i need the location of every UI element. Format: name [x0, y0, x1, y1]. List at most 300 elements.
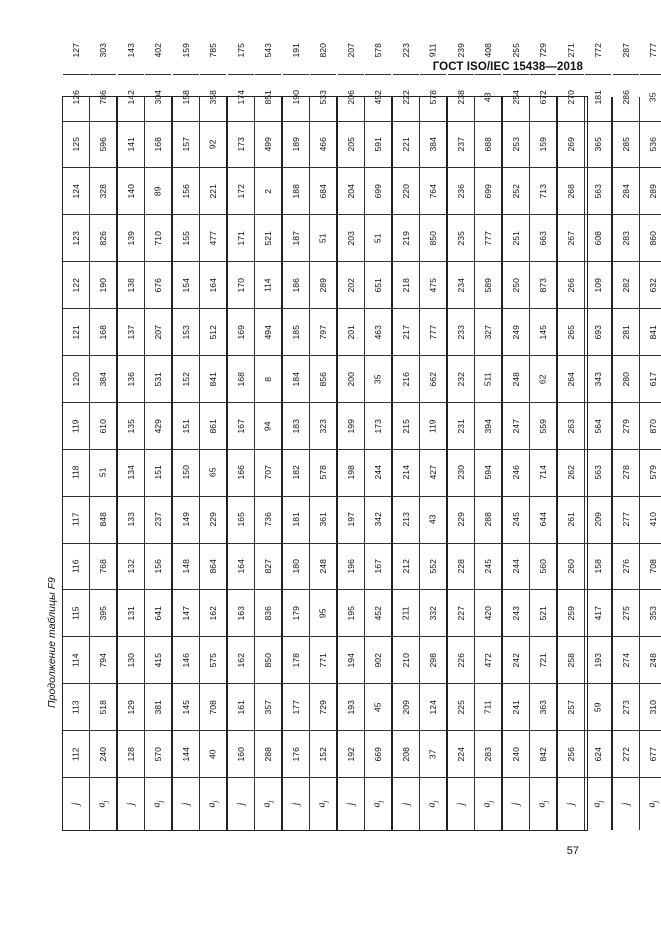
table-cell: 575: [200, 636, 226, 683]
table-cell: 304: [145, 74, 171, 121]
table-cell: 708: [640, 543, 661, 590]
table-cell: 242: [503, 636, 529, 683]
table-cell: 289: [310, 261, 336, 308]
table-cell: 118: [63, 449, 89, 496]
table-cell: 257: [558, 683, 584, 730]
table-group: [171, 43, 226, 830]
table-cell: 196: [338, 543, 364, 590]
table-cell: 282: [613, 261, 639, 308]
table-cell: 123: [63, 214, 89, 261]
table-cell: 266: [558, 261, 584, 308]
table-cell: 225: [448, 683, 474, 730]
table-cell: 699: [475, 167, 501, 214]
table-cell: 173: [228, 121, 254, 168]
table-cell: 394: [475, 402, 501, 449]
table-cell: 246: [503, 449, 529, 496]
table-cell: 820: [317, 43, 328, 58]
table-cell: 230: [448, 449, 474, 496]
table-cell: 463: [365, 308, 391, 355]
table-cell: 420: [475, 589, 501, 636]
value-column: [309, 43, 336, 830]
table-cell: 168: [90, 308, 116, 355]
table-cell: 131: [118, 589, 144, 636]
table-cell: 543: [262, 43, 273, 58]
page-header: ГОСТ ISO/IEC 15438—2018: [432, 61, 583, 73]
table-cell: 415: [145, 636, 171, 683]
table-cell: 207: [345, 43, 356, 58]
table-cell: 199: [338, 402, 364, 449]
table-cell: 280: [613, 355, 639, 402]
value-header-cell: $a_j$: [90, 777, 116, 830]
table-group: [336, 43, 391, 830]
index-header-cell: j: [118, 777, 144, 830]
table-cell: 499: [255, 121, 281, 168]
table-cell: 214: [393, 449, 419, 496]
table-cell: 172: [228, 167, 254, 214]
table-cell: 145: [173, 683, 199, 730]
table-cell: 911: [427, 43, 438, 58]
table-cell: 221: [200, 167, 226, 214]
table-cell: 303: [97, 43, 108, 58]
table-cell: 124: [63, 167, 89, 214]
index-header-cell: j: [558, 777, 584, 830]
table-cell: 188: [283, 167, 309, 214]
index-column: [393, 43, 419, 830]
table-cell: 158: [173, 74, 199, 121]
value-header-cell: $a_j$: [640, 777, 661, 830]
table-cell: 229: [200, 496, 226, 543]
table-cell: 729: [537, 43, 548, 58]
table-group: [611, 43, 661, 830]
table-cell: 395: [90, 589, 116, 636]
table-cell: 233: [448, 308, 474, 355]
table-cell: 253: [503, 121, 529, 168]
value-header-cell: $a_j$: [365, 777, 391, 830]
value-header-cell: $a_j$: [475, 777, 501, 830]
table-group: [226, 43, 281, 830]
table-cell: 193: [338, 683, 364, 730]
table-cell: 237: [448, 121, 474, 168]
table-cell: 699: [365, 167, 391, 214]
table-cell: 736: [255, 496, 281, 543]
table-cell: 850: [420, 214, 446, 261]
table-cell: 245: [475, 543, 501, 590]
table-cell: 195: [338, 589, 364, 636]
table-cell: 45: [365, 683, 391, 730]
table-cell: 179: [283, 589, 309, 636]
table-cell: 191: [290, 43, 301, 58]
table-cell: 410: [640, 496, 661, 543]
table-cell: 228: [448, 543, 474, 590]
table-cell: 137: [118, 308, 144, 355]
table-cell: 860: [640, 214, 661, 261]
table-cell: 244: [365, 449, 391, 496]
table-cell: 177: [283, 683, 309, 730]
table-cell: 237: [145, 496, 171, 543]
table-cell: 51: [365, 214, 391, 261]
table-cell: 786: [90, 74, 116, 121]
table-cell: 343: [585, 355, 611, 402]
table-cell: 175: [235, 43, 246, 58]
index-column: [118, 43, 144, 830]
table-cell: 608: [585, 214, 611, 261]
table-cell: 287: [620, 43, 631, 58]
index-column: [283, 43, 309, 830]
table-cell: 249: [503, 308, 529, 355]
table-cell: 43: [475, 74, 501, 121]
table-cell: 212: [393, 543, 419, 590]
table-cell: 286: [613, 74, 639, 121]
table-cell: 157: [173, 121, 199, 168]
value-header-cell: $a_j$: [255, 777, 281, 830]
table-cell: 220: [393, 167, 419, 214]
table-cell: 192: [338, 730, 364, 777]
value-column: [584, 43, 611, 830]
table-cell: 152: [310, 730, 336, 777]
table-cell: 676: [145, 261, 171, 308]
table-cell: 127: [70, 43, 81, 58]
table-cell: 693: [585, 308, 611, 355]
table-cell: 729: [310, 683, 336, 730]
table-cell: 144: [173, 730, 199, 777]
table-cell: 250: [503, 261, 529, 308]
table-cell: 271: [565, 43, 576, 58]
table-cell: 365: [585, 121, 611, 168]
table-cell: 255: [510, 43, 521, 58]
table-cell: 119: [63, 402, 89, 449]
table-cell: 552: [420, 543, 446, 590]
table-group: [391, 43, 446, 830]
index-header-cell: j: [338, 777, 364, 830]
table-cell: 247: [503, 402, 529, 449]
table-group: [116, 43, 171, 830]
index-header-cell: j: [283, 777, 309, 830]
table-cell: 785: [207, 43, 218, 58]
index-column: [448, 43, 474, 830]
index-column: [63, 43, 89, 830]
table-cell: 132: [118, 543, 144, 590]
table-cell: 559: [530, 402, 556, 449]
value-column: [419, 43, 446, 830]
table-cell: 270: [558, 74, 584, 121]
table-cell: 777: [647, 43, 658, 58]
table-cell: 138: [118, 261, 144, 308]
table-cell: 224: [448, 730, 474, 777]
table-cell: 184: [283, 355, 309, 402]
table-cell: 124: [420, 683, 446, 730]
value-header-cell: $a_j$: [530, 777, 556, 830]
table-cell: 164: [228, 543, 254, 590]
table-cell: 209: [393, 683, 419, 730]
table-cell: 283: [475, 730, 501, 777]
table-cell: 651: [365, 261, 391, 308]
table-cell: 591: [365, 121, 391, 168]
table-cell: 323: [310, 402, 336, 449]
table-cell: 429: [145, 402, 171, 449]
table-cell: 95: [310, 589, 336, 636]
value-header-cell: $a_j$: [310, 777, 336, 830]
table-cell: 873: [530, 261, 556, 308]
table-cell: 141: [118, 121, 144, 168]
table-cell: 190: [90, 261, 116, 308]
table-cell: 209: [585, 496, 611, 543]
table-cell: 147: [173, 589, 199, 636]
table-cell: 146: [173, 636, 199, 683]
table-cell: 162: [200, 589, 226, 636]
table-cell: 51: [90, 449, 116, 496]
table-cell: 264: [558, 355, 584, 402]
table-cell: 170: [228, 261, 254, 308]
table-cell: 113: [63, 683, 89, 730]
table-cell: 269: [558, 121, 584, 168]
table-cell: 358: [200, 74, 226, 121]
table-cell: 145: [530, 308, 556, 355]
table-cell: 563: [585, 449, 611, 496]
table-cell: 721: [530, 636, 556, 683]
table-cell: 578: [372, 43, 383, 58]
table-cell: 150: [173, 449, 199, 496]
table-group: [281, 43, 336, 830]
table-cell: 219: [393, 214, 419, 261]
table-cell: 135: [118, 402, 144, 449]
table-cell: 174: [228, 74, 254, 121]
table-cell: 384: [90, 355, 116, 402]
table-cell: 617: [640, 355, 661, 402]
table-cell: 494: [255, 308, 281, 355]
table-cell: 777: [475, 214, 501, 261]
table-cell: 217: [393, 308, 419, 355]
table-cell: 353: [640, 589, 661, 636]
table-cell: 176: [283, 730, 309, 777]
table-cell: 149: [173, 496, 199, 543]
table-cell: 536: [640, 121, 661, 168]
table-cell: 207: [145, 308, 171, 355]
table-cell: 51: [310, 214, 336, 261]
table-cell: 229: [448, 496, 474, 543]
table-cell: 134: [118, 449, 144, 496]
table-cell: 215: [393, 402, 419, 449]
index-header-cell: j: [173, 777, 199, 830]
table-cell: 194: [338, 636, 364, 683]
index-column: [338, 43, 364, 830]
table-cell: 94: [255, 402, 281, 449]
table-cell: 284: [613, 167, 639, 214]
table-cell: 181: [585, 74, 611, 121]
table-cell: 114: [63, 636, 89, 683]
table-cell: 772: [592, 43, 603, 58]
table-cell: 204: [338, 167, 364, 214]
table-cell: 644: [530, 496, 556, 543]
table-cell: 109: [585, 261, 611, 308]
table-cell: 160: [228, 730, 254, 777]
table-cell: 794: [90, 636, 116, 683]
table-cell: 136: [118, 355, 144, 402]
table-cell: 273: [613, 683, 639, 730]
index-column: [558, 43, 584, 830]
table-cell: 187: [283, 214, 309, 261]
table-cell: 40: [200, 730, 226, 777]
table-cell: 384: [420, 121, 446, 168]
index-header-cell: j: [448, 777, 474, 830]
table-cell: 841: [640, 308, 661, 355]
table-cell: 256: [558, 730, 584, 777]
table-cell: 579: [640, 449, 661, 496]
table-cell: 856: [310, 355, 336, 402]
table-cell: 594: [475, 449, 501, 496]
table-cell: 2: [255, 167, 281, 214]
table-cell: 151: [173, 402, 199, 449]
table-cell: 283: [613, 214, 639, 261]
table-cell: 361: [310, 496, 336, 543]
table-cell: 261: [558, 496, 584, 543]
table-cell: 198: [338, 449, 364, 496]
table-cell: 531: [145, 355, 171, 402]
table-cell: 472: [475, 636, 501, 683]
table-cell: 578: [310, 449, 336, 496]
table-cell: 205: [338, 121, 364, 168]
table-cell: 288: [475, 496, 501, 543]
value-header-cell: $a_j$: [585, 777, 611, 830]
table-cell: 596: [90, 121, 116, 168]
table-cell: 208: [393, 730, 419, 777]
value-column: [199, 43, 226, 830]
table-cell: 254: [503, 74, 529, 121]
table-cell: 203: [338, 214, 364, 261]
table-cell: 289: [640, 167, 661, 214]
table-cell: 902: [365, 636, 391, 683]
table-cell: 477: [200, 214, 226, 261]
table-cell: 213: [393, 496, 419, 543]
table-cell: 521: [255, 214, 281, 261]
table-cell: 239: [455, 43, 466, 58]
table-cell: 240: [90, 730, 116, 777]
table-cell: 632: [640, 261, 661, 308]
table-group: [556, 43, 611, 830]
table-group: [501, 43, 556, 830]
index-header-cell: j: [503, 777, 529, 830]
table-cell: 272: [613, 730, 639, 777]
table-cell: 8: [255, 355, 281, 402]
table-cell: 777: [420, 308, 446, 355]
table-cell: 151: [145, 449, 171, 496]
table-cell: 417: [585, 589, 611, 636]
table-cell: 152: [173, 355, 199, 402]
table-cell: 848: [90, 496, 116, 543]
table-cell: 260: [558, 543, 584, 590]
table-cell: 244: [503, 543, 529, 590]
table-cell: 197: [338, 496, 364, 543]
table-cell: 185: [283, 308, 309, 355]
table-cell: 169: [228, 308, 254, 355]
table-cell: 59: [585, 683, 611, 730]
table-cell: 452: [365, 74, 391, 121]
table-cell: 466: [310, 121, 336, 168]
table-cell: 125: [63, 121, 89, 168]
table-cell: 158: [585, 543, 611, 590]
value-header-cell: $a_j$: [145, 777, 171, 830]
table-cell: 235: [448, 214, 474, 261]
table-cell: 232: [448, 355, 474, 402]
table-cell: 167: [365, 543, 391, 590]
index-column: [613, 43, 639, 830]
table-cell: 288: [255, 730, 281, 777]
table-cell: 328: [90, 167, 116, 214]
table-cell: 768: [90, 543, 116, 590]
page-number: 57: [566, 845, 579, 857]
table-cell: 140: [118, 167, 144, 214]
table-cell: 713: [530, 167, 556, 214]
table-cell: 563: [585, 167, 611, 214]
table-cell: 181: [283, 496, 309, 543]
table-cell: 276: [613, 543, 639, 590]
table-cell: 201: [338, 308, 364, 355]
table-cell: 327: [475, 308, 501, 355]
table-cell: 245: [503, 496, 529, 543]
table-cell: 797: [310, 308, 336, 355]
table-cell: 826: [90, 214, 116, 261]
value-column: [639, 43, 661, 830]
table-cell: 841: [200, 355, 226, 402]
table-cell: 222: [393, 74, 419, 121]
table-cell: 714: [530, 449, 556, 496]
table-cell: 402: [152, 43, 163, 58]
table-cell: 159: [180, 43, 191, 58]
table-cell: 227: [448, 589, 474, 636]
table-cell: 211: [393, 589, 419, 636]
index-header-cell: j: [228, 777, 254, 830]
value-column: [474, 43, 501, 830]
table-cell: 164: [200, 261, 226, 308]
table-cell: 206: [338, 74, 364, 121]
value-column: [89, 43, 116, 830]
table-cell: 180: [283, 543, 309, 590]
table-cell: 262: [558, 449, 584, 496]
table-cell: 193: [585, 636, 611, 683]
table-cell: 154: [173, 261, 199, 308]
table-cell: 248: [503, 355, 529, 402]
table-cell: 133: [118, 496, 144, 543]
table-cell: 156: [145, 543, 171, 590]
table-cell: 850: [255, 636, 281, 683]
table-cell: 475: [420, 261, 446, 308]
table-cell: 126: [63, 74, 89, 121]
table-cell: 310: [640, 683, 661, 730]
index-column: [503, 43, 529, 830]
table-cell: 707: [255, 449, 281, 496]
table-cell: 234: [448, 261, 474, 308]
table-cell: 243: [503, 589, 529, 636]
table-cell: 122: [63, 261, 89, 308]
table-cell: 117: [63, 496, 89, 543]
table-cell: 231: [448, 402, 474, 449]
table-cell: 202: [338, 261, 364, 308]
table-cell: 178: [283, 636, 309, 683]
table-cell: 251: [503, 214, 529, 261]
table-cell: 764: [420, 167, 446, 214]
value-column: [529, 43, 556, 830]
table-cell: 589: [475, 261, 501, 308]
table-cell: 218: [393, 261, 419, 308]
table-cell: 564: [585, 402, 611, 449]
table-cell: 143: [125, 43, 136, 58]
table-cell: 153: [173, 308, 199, 355]
table-cell: 836: [255, 589, 281, 636]
table-cell: 533: [310, 74, 336, 121]
table-cell: 560: [530, 543, 556, 590]
table-cell: 684: [310, 167, 336, 214]
table-cell: 114: [255, 261, 281, 308]
table-cell: 163: [228, 589, 254, 636]
